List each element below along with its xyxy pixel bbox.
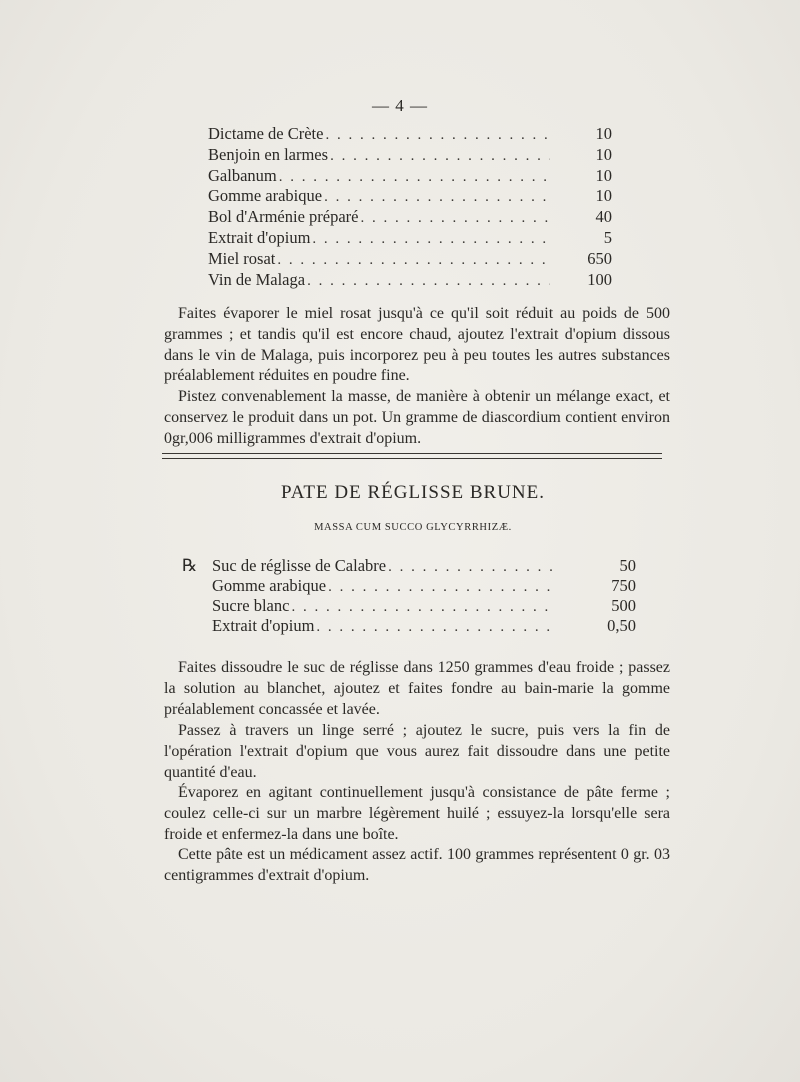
- ingredient-name: Extrait d'opium: [212, 615, 315, 635]
- ingredient-quantity: 100: [587, 269, 612, 289]
- instruction-paragraph: Pistez convenablement la masse, de manière à obtenir un mélange exact, et conservez le produit dans un pot. Un gramme de diascordium contient environ 0gr,006 milligrammes d'extrait d'opium.: [164, 388, 670, 447]
- ingredient-quantity: 50: [619, 556, 636, 575]
- page-number: — 4 —: [372, 96, 428, 115]
- ingredient-name: Miel rosat: [208, 248, 276, 268]
- ingredient-row: [208, 228, 618, 249]
- ingredient-name: Bol d'Arménie préparé: [208, 207, 359, 227]
- ingredient-quantity: 5: [603, 227, 612, 247]
- section-subtitle: MASSA CUM SUCCO GLYCYRRHIZÆ.: [314, 522, 512, 533]
- dot-leader: [312, 229, 550, 250]
- ingredient-quantity: 650: [587, 248, 612, 268]
- ingredient-quantity: 500: [611, 595, 636, 615]
- ingredient-quantity: 10: [595, 144, 612, 164]
- ingredient-row: [208, 166, 618, 187]
- ingredient-quantity: 10: [595, 186, 612, 206]
- ingredient-row: [208, 270, 618, 291]
- diascordium-ingredient-list: [208, 124, 618, 290]
- recipe-mark: ℞: [182, 556, 198, 575]
- reglisse-ingredient-list: [182, 556, 642, 636]
- ingredient-quantity: 0,50: [607, 615, 636, 635]
- dot-leader: [330, 146, 550, 167]
- dot-leader: [307, 271, 550, 292]
- dot-leader: [316, 618, 556, 638]
- ingredient-quantity: 750: [611, 575, 636, 595]
- ingredient-row: [212, 576, 642, 596]
- instruction-paragraph: Évaporez en agitant continuellement jusqu'à consistance de pâte ferme ; coulez celle-ci sur un marbre légèrement huilé ; essuyez-la lorsqu'elle sera froide et enfermez-la dans une boîte.: [164, 784, 670, 843]
- ingredient-name: Extrait d'opium: [208, 227, 311, 247]
- ingredient-quantity: 40: [595, 207, 612, 227]
- ingredient-row: [208, 249, 618, 270]
- ingredient-quantity: 10: [595, 124, 612, 143]
- ingredient-row: [212, 596, 642, 616]
- section-divider: [162, 453, 662, 459]
- instruction-paragraph: Cette pâte est un médicament assez actif. 100 grammes représentent 0 gr. 03 centigrammes d'extrait d'opium.: [164, 846, 670, 884]
- ingredient-name: Vin de Malaga: [208, 269, 306, 289]
- dot-leader: [279, 167, 550, 188]
- dot-leader: [328, 578, 556, 598]
- ingredient-name: Suc de réglisse de Calabre: [212, 556, 387, 575]
- instruction-paragraph: Passez à travers un linge serré ; ajoutez le sucre, puis vers la fin de l'opération l'extrait d'opium que vous aurez fait dissoudre dans une petite quantité d'eau.: [164, 722, 670, 781]
- dot-leader: [277, 250, 550, 271]
- section-title: PATE DE RÉGLISSE BRUNE.: [280, 482, 546, 503]
- ingredient-name: Galbanum: [208, 165, 277, 185]
- dot-leader: [361, 208, 551, 229]
- dot-leader: [324, 187, 550, 208]
- ingredient-name: Gomme arabique: [208, 186, 323, 206]
- ingredient-row: [212, 556, 642, 576]
- ingredient-row: [208, 145, 618, 166]
- dot-leader: [325, 125, 550, 146]
- ingredient-name: Gomme arabique: [212, 575, 327, 595]
- ingredient-name: Benjoin en larmes: [208, 144, 329, 164]
- dot-leader: [291, 598, 556, 618]
- ingredient-row: [208, 124, 618, 145]
- ingredient-name: Sucre blanc: [212, 595, 290, 615]
- instruction-paragraph: Faites dissoudre le suc de réglisse dans 1250 grammes d'eau froide ; passez la solution au blanchet, ajoutez et faites fondre au bain-marie la gomme préalablement concassée et lavée.: [164, 659, 670, 718]
- ingredient-row: [208, 207, 618, 228]
- dot-leader: [388, 558, 556, 578]
- instruction-paragraph: Faites évaporer le miel rosat jusqu'à ce qu'il soit réduit au poids de 500 grammes ; et tandis qu'il est encore chaud, ajoutez l'extrait d'opium dissous dans le vin de Malaga, puis incorporez peu à peu toutes les autres substances préalablement réduites en poudre fine.: [164, 305, 670, 385]
- ingredient-row: [212, 616, 642, 636]
- ingredient-quantity: 10: [595, 165, 612, 185]
- ingredient-row: [208, 186, 618, 207]
- ingredient-name: Dictame de Crète: [208, 124, 324, 143]
